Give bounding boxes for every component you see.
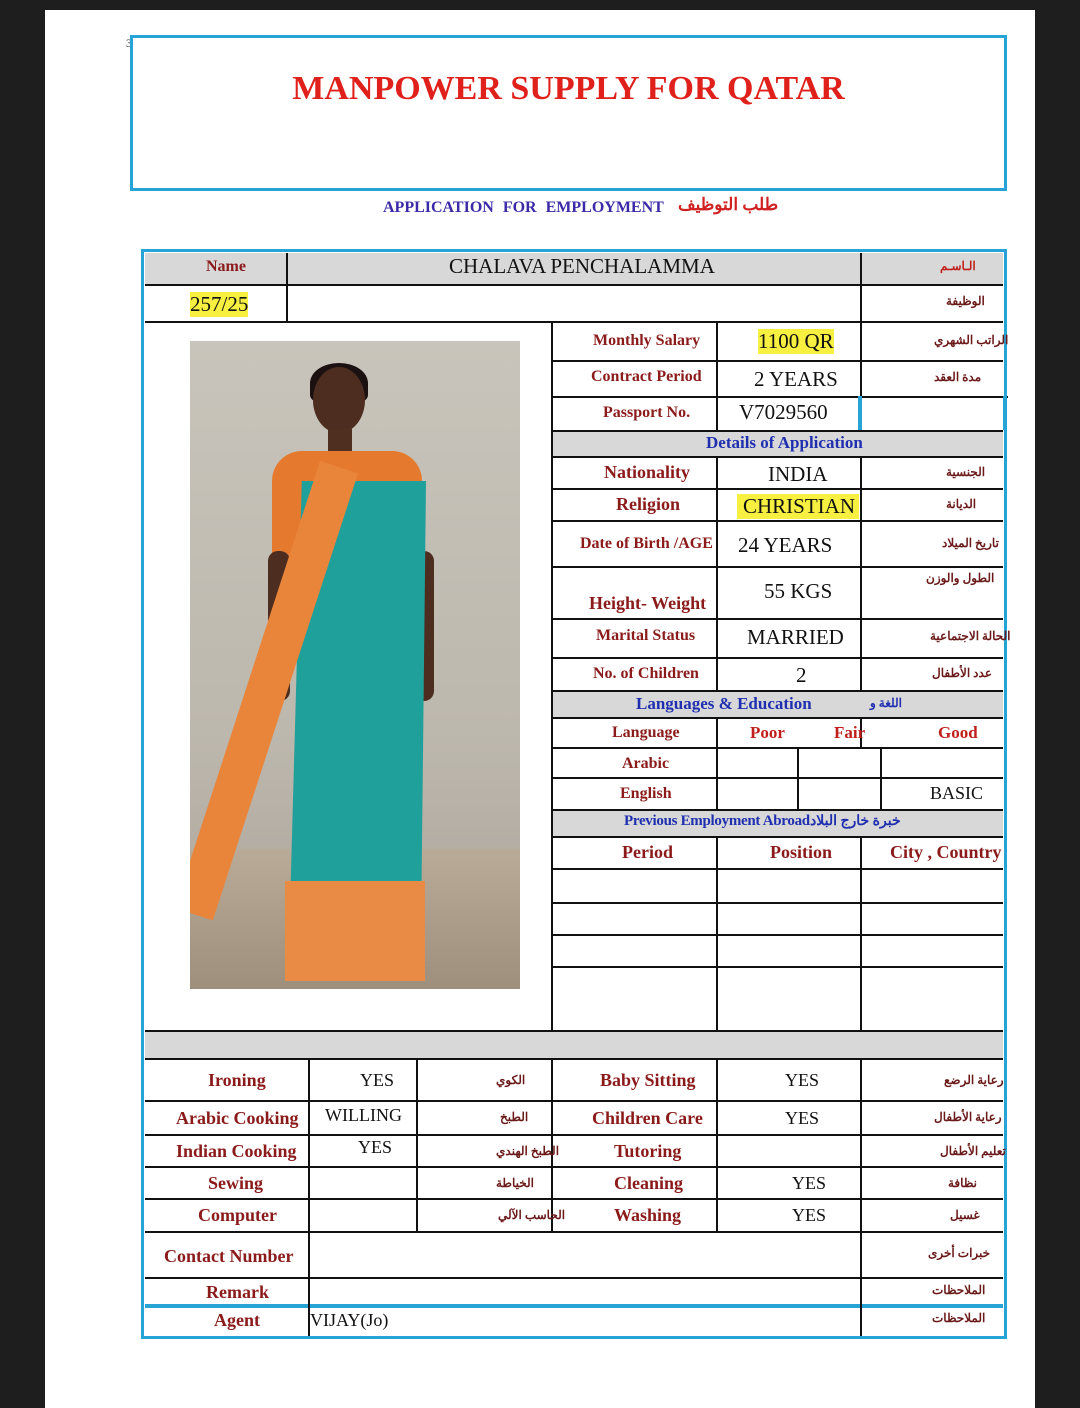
skill-cleaning-value: YES [792,1173,827,1193]
name-label: Name [206,258,246,275]
children-value: 2 [796,663,807,687]
passport-label: Passport No. [603,404,691,421]
form-subtitle-arabic: طلب التوظيف [678,195,779,214]
skill-arabic-cooking-arabic: الطبخ [500,1110,529,1124]
dob-value: 24 YEARS [738,533,833,557]
skill-baby-sitting-arabic: رعاية الرضع [944,1073,1004,1087]
religion-label: Religion [616,494,681,514]
contract-period-arabic: مدة العقد [934,370,982,384]
marital-status-value: MARRIED [747,625,844,649]
monthly-salary-value: 1100 QR [758,329,834,353]
marital-status-arabic: الحالة الاجتماعية [930,629,1011,643]
contact-number-arabic: خبرات أخرى [928,1246,991,1260]
reference-number: 257/25 [190,292,249,316]
agent-arabic: الملاحظات [932,1311,986,1325]
monthly-salary-arabic: الراتب الشهري [934,333,1009,347]
screen-top-edge [0,0,1080,10]
skill-washing-arabic: غسيل [950,1208,980,1222]
nationality-label: Nationality [604,462,691,482]
fair-column-header: Fair [834,723,866,742]
title-box [130,35,1007,191]
skill-arabic-cooking-value: WILLING [325,1105,402,1125]
skill-baby-sitting-label: Baby Sitting [600,1070,696,1090]
page-mark: 3 [126,36,132,50]
good-column-header: Good [938,723,978,742]
nationality-value: INDIA [768,462,828,486]
position-column-header: Position [770,842,833,862]
languages-section-title: Languages & Education [636,694,812,713]
agent-value: VIJAY(Jo) [310,1310,389,1330]
details-section-title: Details of Application [706,433,863,452]
skill-ironing-value: YES [360,1070,395,1090]
previous-employment-title: Previous Employment Abroad [624,813,810,829]
skill-baby-sitting-value: YES [785,1070,820,1090]
height-weight-value: 55 KGS [764,579,833,603]
height-weight-arabic: الطول والوزن [926,571,995,585]
remark-label: Remark [206,1282,269,1302]
skill-indian-cooking-value: YES [358,1137,393,1157]
skill-children-care-value: YES [785,1108,820,1128]
skill-cleaning-label: Cleaning [614,1173,684,1193]
period-column-header: Period [622,842,673,862]
page-title: MANPOWER SUPPLY FOR QATAR [292,70,845,107]
agent-label: Agent [214,1310,260,1330]
skill-computer-arabic: الحاسب الآلي [498,1208,566,1222]
language-column-header: Language [612,724,680,741]
english-language-label: English [620,785,672,802]
poor-column-header: Poor [750,723,785,742]
applicant-photo [190,341,520,989]
skill-children-care-arabic: رعاية الأطفال [934,1110,1002,1124]
contract-period-label: Contract Period [591,368,702,385]
passport-value: V7029560 [739,400,828,424]
skill-children-care-label: Children Care [592,1108,703,1128]
marital-status-label: Marital Status [596,627,696,644]
dob-label: Date of Birth /AGE [580,535,713,552]
skill-arabic-cooking-label: Arabic Cooking [176,1108,299,1128]
screen-left-edge [0,0,45,1408]
dob-arabic: تاريخ الميلاد [942,536,999,550]
religion-arabic: الديانة [946,497,977,511]
english-good-value: BASIC [930,783,984,803]
height-weight-label: Height- Weight [589,593,707,613]
children-label: No. of Children [593,665,699,682]
contact-number-label: Contact Number [164,1246,294,1266]
name-label-arabic: الـاسـم [940,259,976,273]
skill-ironing-label: Ironing [208,1070,266,1090]
skill-sewing-arabic: الخياطة [496,1176,534,1190]
skill-cleaning-arabic: نظافة [948,1176,978,1190]
skill-ironing-arabic: الكوي [496,1073,526,1087]
skill-indian-cooking-arabic: الطبخ الهندي [496,1144,560,1158]
contract-period-value: 2 YEARS [754,367,838,391]
nationality-arabic: الجنسية [946,465,986,479]
skill-computer-label: Computer [198,1205,277,1225]
skill-sewing-label: Sewing [208,1173,264,1193]
form-subtitle: APPLICATION FOR EMPLOYMENT [383,199,664,216]
arabic-language-label: Arabic [622,755,670,772]
city-country-column-header: City , Country [890,842,1002,862]
skill-washing-label: Washing [614,1205,682,1225]
skill-indian-cooking-label: Indian Cooking [176,1141,297,1161]
previous-employment-arabic: خبرة خارج البلاد [810,814,901,829]
screen-right-edge [1035,0,1080,1408]
religion-value: CHRISTIAN [737,494,859,519]
reference-arabic: الوظيفة [946,294,985,308]
name-value: CHALAVA PENCHALAMMA [449,254,715,278]
remark-arabic: الملاحظات [932,1283,986,1297]
skill-tutoring-arabic: تعليم الأطفال [940,1144,1006,1158]
languages-section-arabic: اللغة و [870,696,902,710]
children-arabic: عدد الأطفال [932,666,992,680]
skill-washing-value: YES [792,1205,827,1225]
skills-band [145,1032,1003,1058]
skill-tutoring-label: Tutoring [614,1141,682,1161]
monthly-salary-label: Monthly Salary [593,332,701,349]
